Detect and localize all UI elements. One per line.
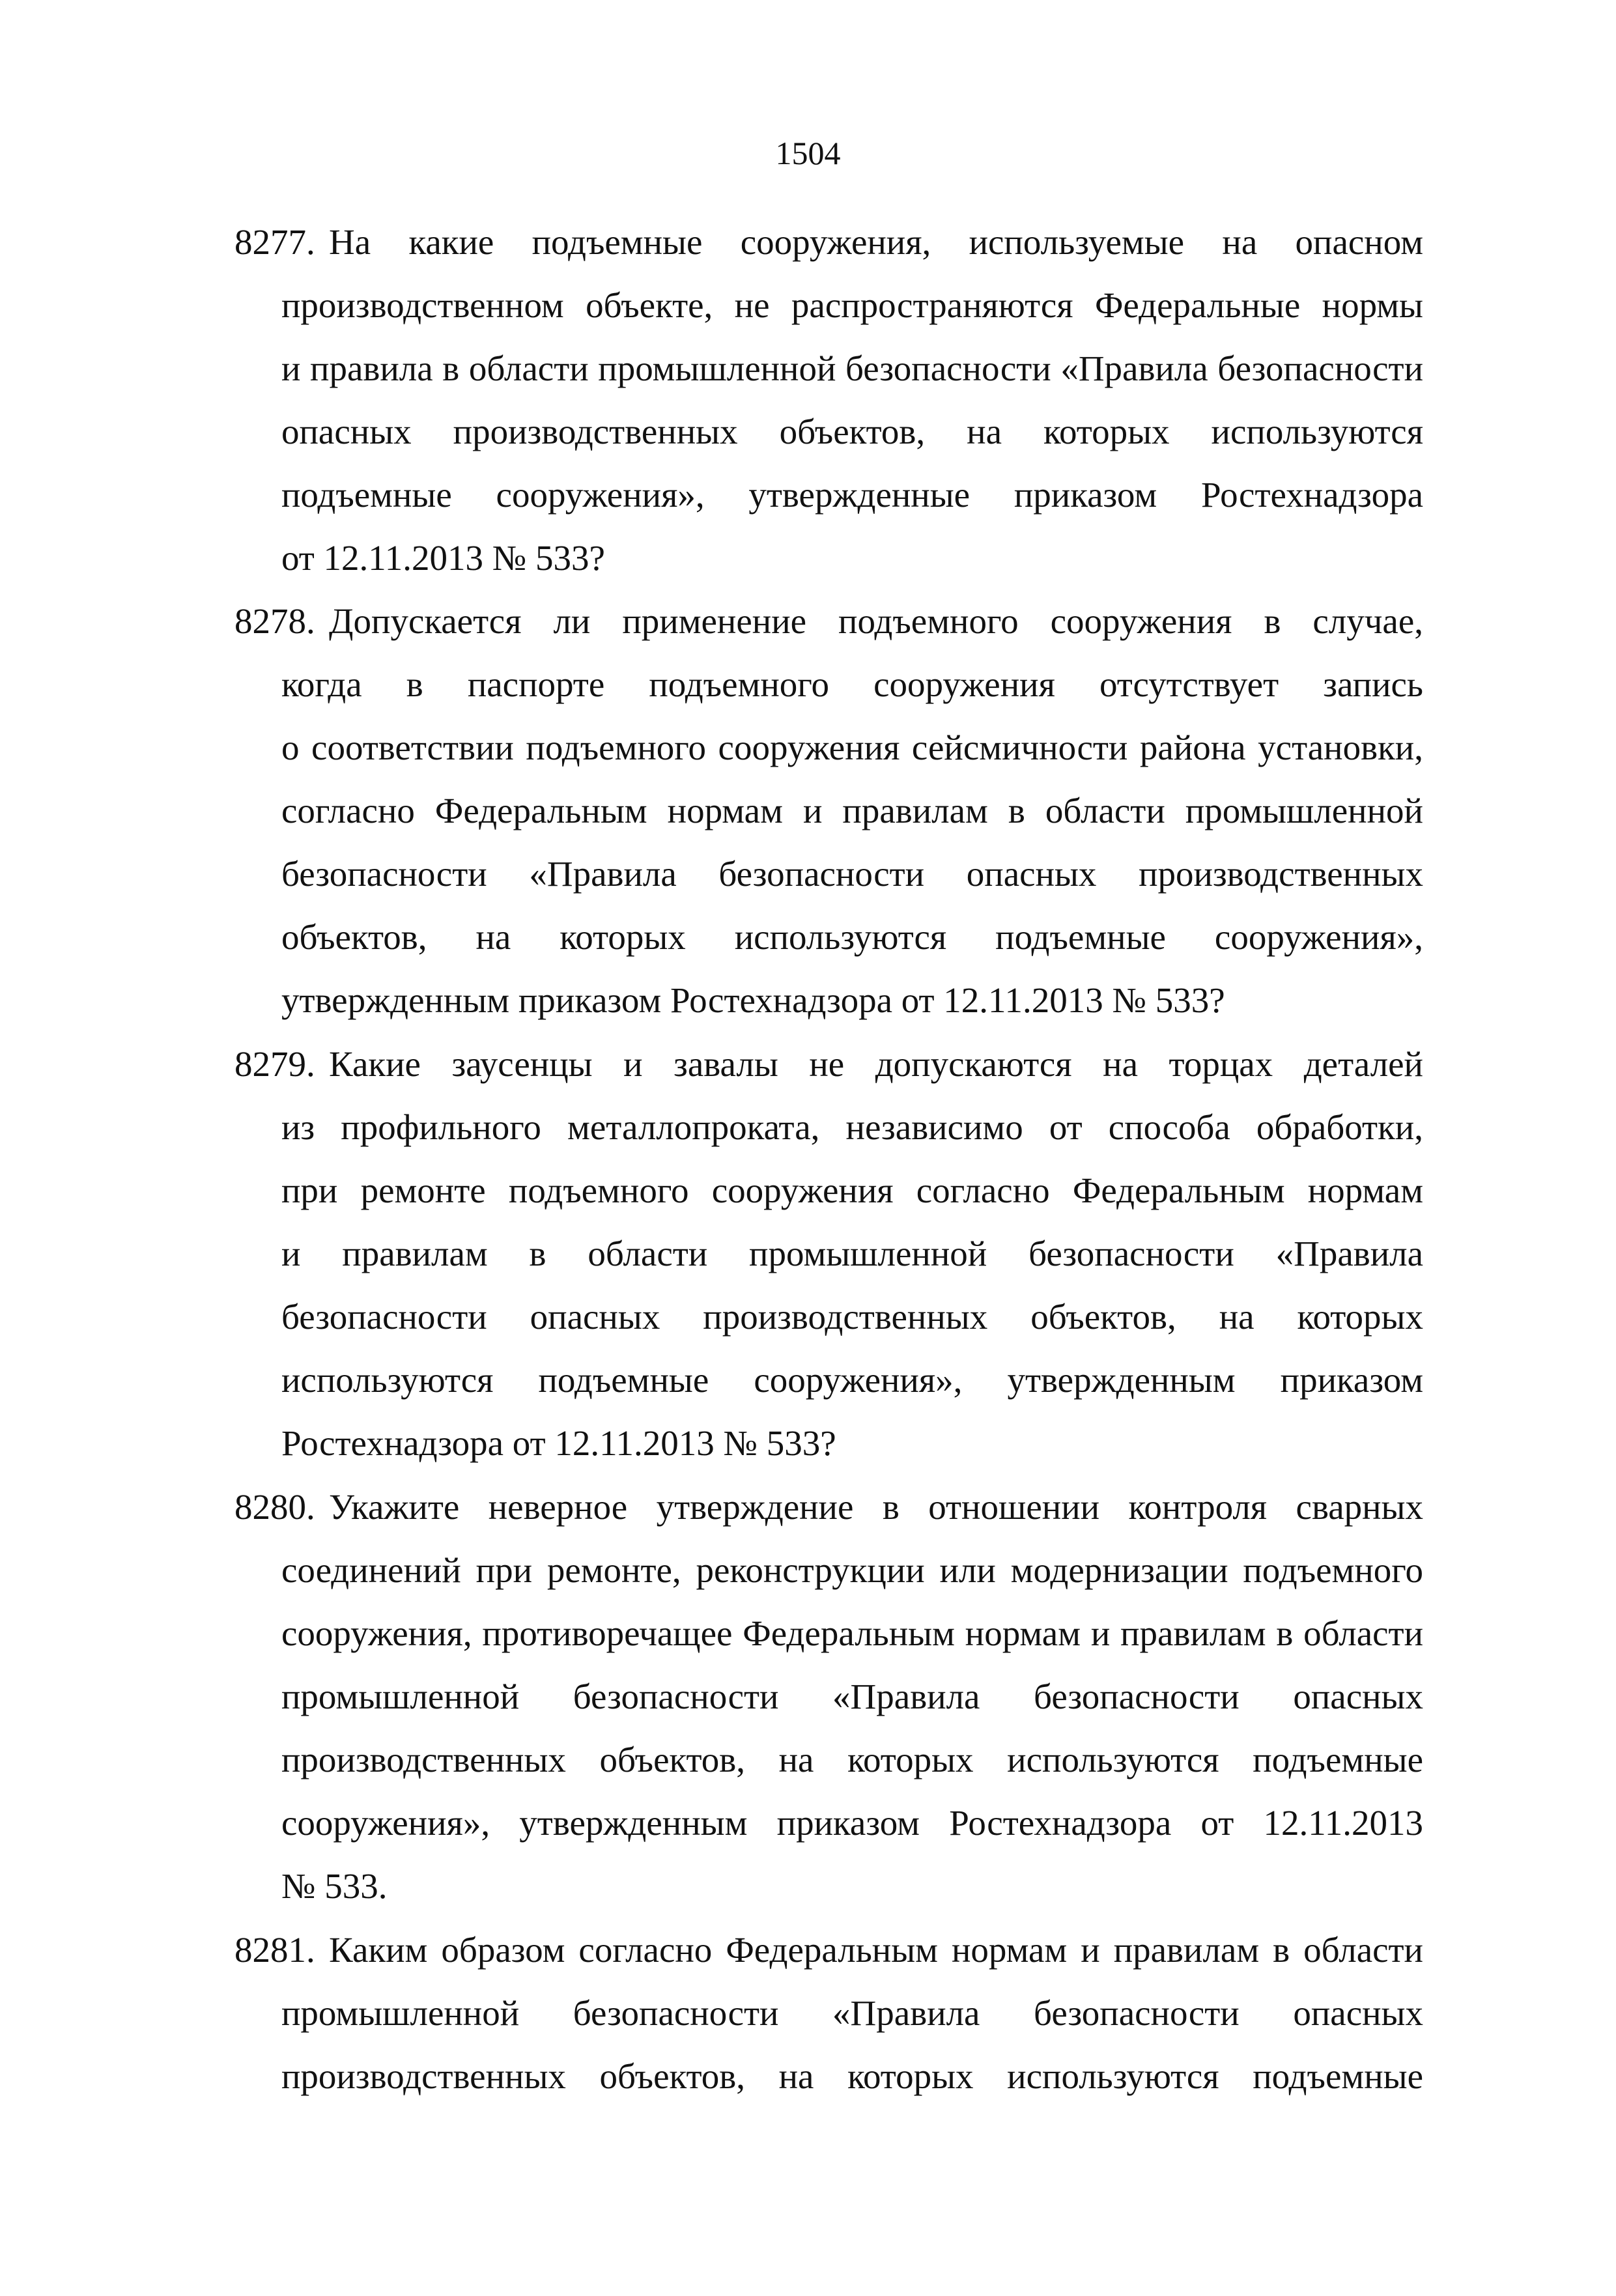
question-text (234, 1032, 1423, 1096)
question-line: сооружения, противоречащее Федеральным нормам и правилам в области (281, 1613, 1423, 1653)
question-number: 8278. (234, 601, 315, 641)
question-line: когда в паспорте подъемного сооружения отсутствует запись (281, 664, 1423, 704)
question-line: производственном объекте, не распространяются Федеральные нормы (281, 285, 1423, 325)
question-line: используются подъемные сооружения», утвержденным приказом (281, 1360, 1423, 1400)
question-line: сооружения», утвержденным приказом Ростехнадзора от 12.11.2013 (281, 1803, 1423, 1843)
question-line: и правилам в области промышленной безопасности «Правила (281, 1234, 1423, 1273)
question-line: из профильного металлопроката, независимо от способа обработки, (281, 1107, 1423, 1147)
question-line: от 12.11.2013 № 533? (281, 538, 605, 578)
question-text (234, 210, 1423, 274)
question-line: Ростехнадзора от 12.11.2013 № 533? (281, 1423, 836, 1463)
question-line: На какие подъемные сооружения, используемые на опасном (329, 222, 1423, 262)
question-line: при ремонте подъемного сооружения согласно Федеральным нормам (281, 1170, 1423, 1210)
question-item (234, 1475, 1423, 1918)
question-line: о соответствии подъемного сооружения сейсмичности района установки, (281, 728, 1423, 767)
question-line: и правила в области промышленной безопасности «Правила безопасности (281, 348, 1423, 388)
question-number: 8277. (234, 222, 315, 262)
question-text (234, 1918, 1423, 1981)
question-text-cont (234, 1096, 1423, 1475)
question-line: опасных производственных объектов, на которых используются (281, 412, 1423, 451)
question-line: № 533. (281, 1866, 388, 1906)
question-line: промышленной безопасности «Правила безопасности опасных (281, 1993, 1423, 2033)
question-line: Какие заусенцы и завалы не допускаются на торцах деталей (329, 1044, 1423, 1084)
question-line: безопасности «Правила безопасности опасных производственных (281, 854, 1423, 894)
question-line: Допускается ли применение подъемного сооружения в случае, (329, 601, 1423, 641)
question-line: промышленной безопасности «Правила безопасности опасных (281, 1677, 1423, 1716)
question-item (234, 210, 1423, 589)
question-text-cont (234, 1538, 1423, 1918)
question-line: Каким образом согласно Федеральным нормам и правилам в области (329, 1930, 1423, 1970)
question-line: производственных объектов, на которых используются подъемные (281, 2056, 1423, 2096)
question-text (234, 1475, 1423, 1538)
question-number: 8281. (234, 1930, 315, 1970)
question-line: объектов, на которых используются подъемные сооружения», (281, 917, 1423, 957)
question-line: Укажите неверное утверждение в отношении контроля сварных (329, 1487, 1423, 1527)
question-line: безопасности опасных производственных объектов, на которых (281, 1297, 1423, 1337)
question-line: подъемные сооружения», утвержденные приказом Ростехнадзора (281, 475, 1423, 515)
question-line: соединений при ремонте, реконструкции или модернизации подъемного (281, 1550, 1423, 1590)
question-line: производственных объектов, на которых используются подъемные (281, 1740, 1423, 1779)
question-text (234, 589, 1423, 653)
question-line: утвержденным приказом Ростехнадзора от 12.11.2013 № 533? (281, 980, 1225, 1020)
question-number: 8279. (234, 1044, 315, 1084)
question-text-cont (234, 653, 1423, 1032)
question-item (234, 1918, 1423, 2108)
question-line: согласно Федеральным нормам и правилам в области промышленной (281, 791, 1423, 830)
question-item (234, 589, 1423, 1032)
question-text-cont (234, 274, 1423, 589)
question-number: 8280. (234, 1487, 315, 1527)
question-text-cont (234, 1981, 1423, 2108)
question-item (234, 1032, 1423, 1475)
page-number: 1504 (775, 135, 841, 171)
